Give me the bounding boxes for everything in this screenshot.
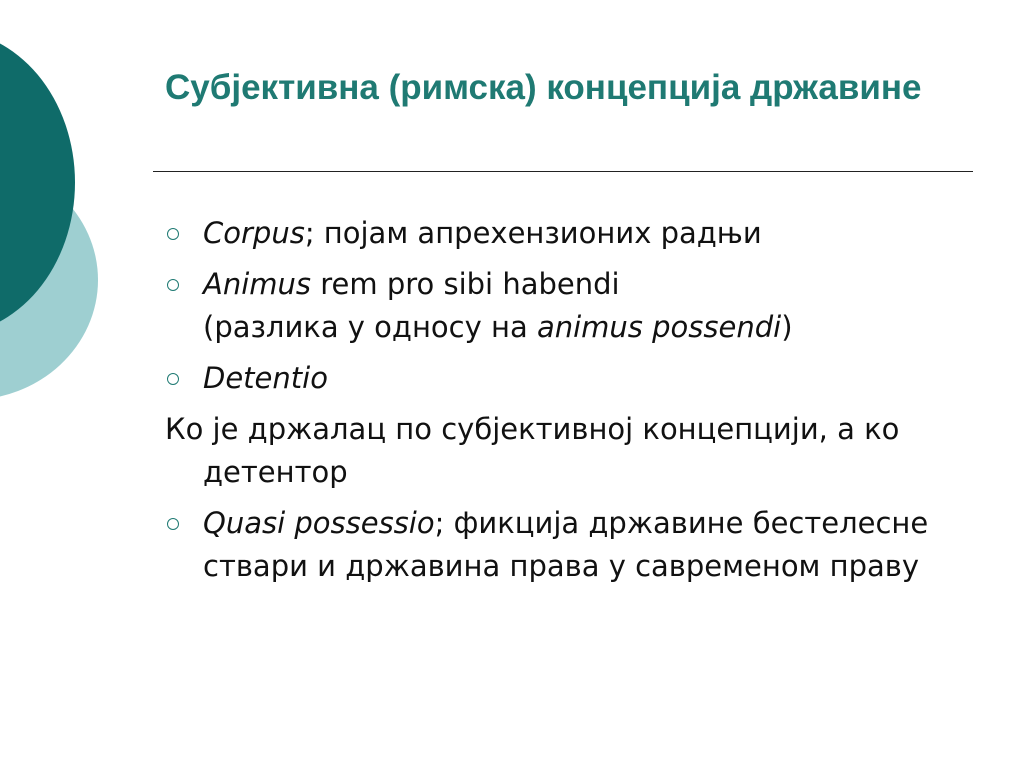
list-item-continuation — [165, 306, 965, 349]
list-item — [165, 502, 965, 588]
list-item — [165, 212, 965, 255]
item-italic: Animus — [203, 267, 312, 301]
paragraph: Ко је држалац по субјективној концепцији, а ко детентор — [165, 412, 900, 489]
list-item — [165, 357, 965, 400]
title-divider — [153, 171, 973, 172]
item-italic: animus possendi — [536, 310, 782, 344]
item-italic: Corpus — [203, 216, 305, 250]
bullet-ring-icon — [167, 373, 179, 385]
slide-content — [165, 212, 965, 596]
bullet-ring-icon — [167, 279, 179, 291]
bullet-ring-icon — [167, 228, 179, 240]
list-item — [165, 263, 965, 306]
item-text: ; фикција државине бестелесне ствари и државина права у савременом праву — [203, 506, 929, 583]
item-text: ; појам апрехензионих радњи — [304, 216, 762, 250]
item-text: rem pro sibi habendi — [311, 267, 620, 301]
item-text-pre: (разлика у односу на — [203, 310, 537, 344]
slide-title: Субјективна (римска) концепција државине — [165, 68, 922, 107]
bullet-ring-icon — [167, 518, 179, 530]
item-italic: Detentio — [203, 361, 328, 395]
item-italic: Quasi possessio — [203, 506, 435, 540]
item-text-post: ) — [781, 310, 793, 344]
